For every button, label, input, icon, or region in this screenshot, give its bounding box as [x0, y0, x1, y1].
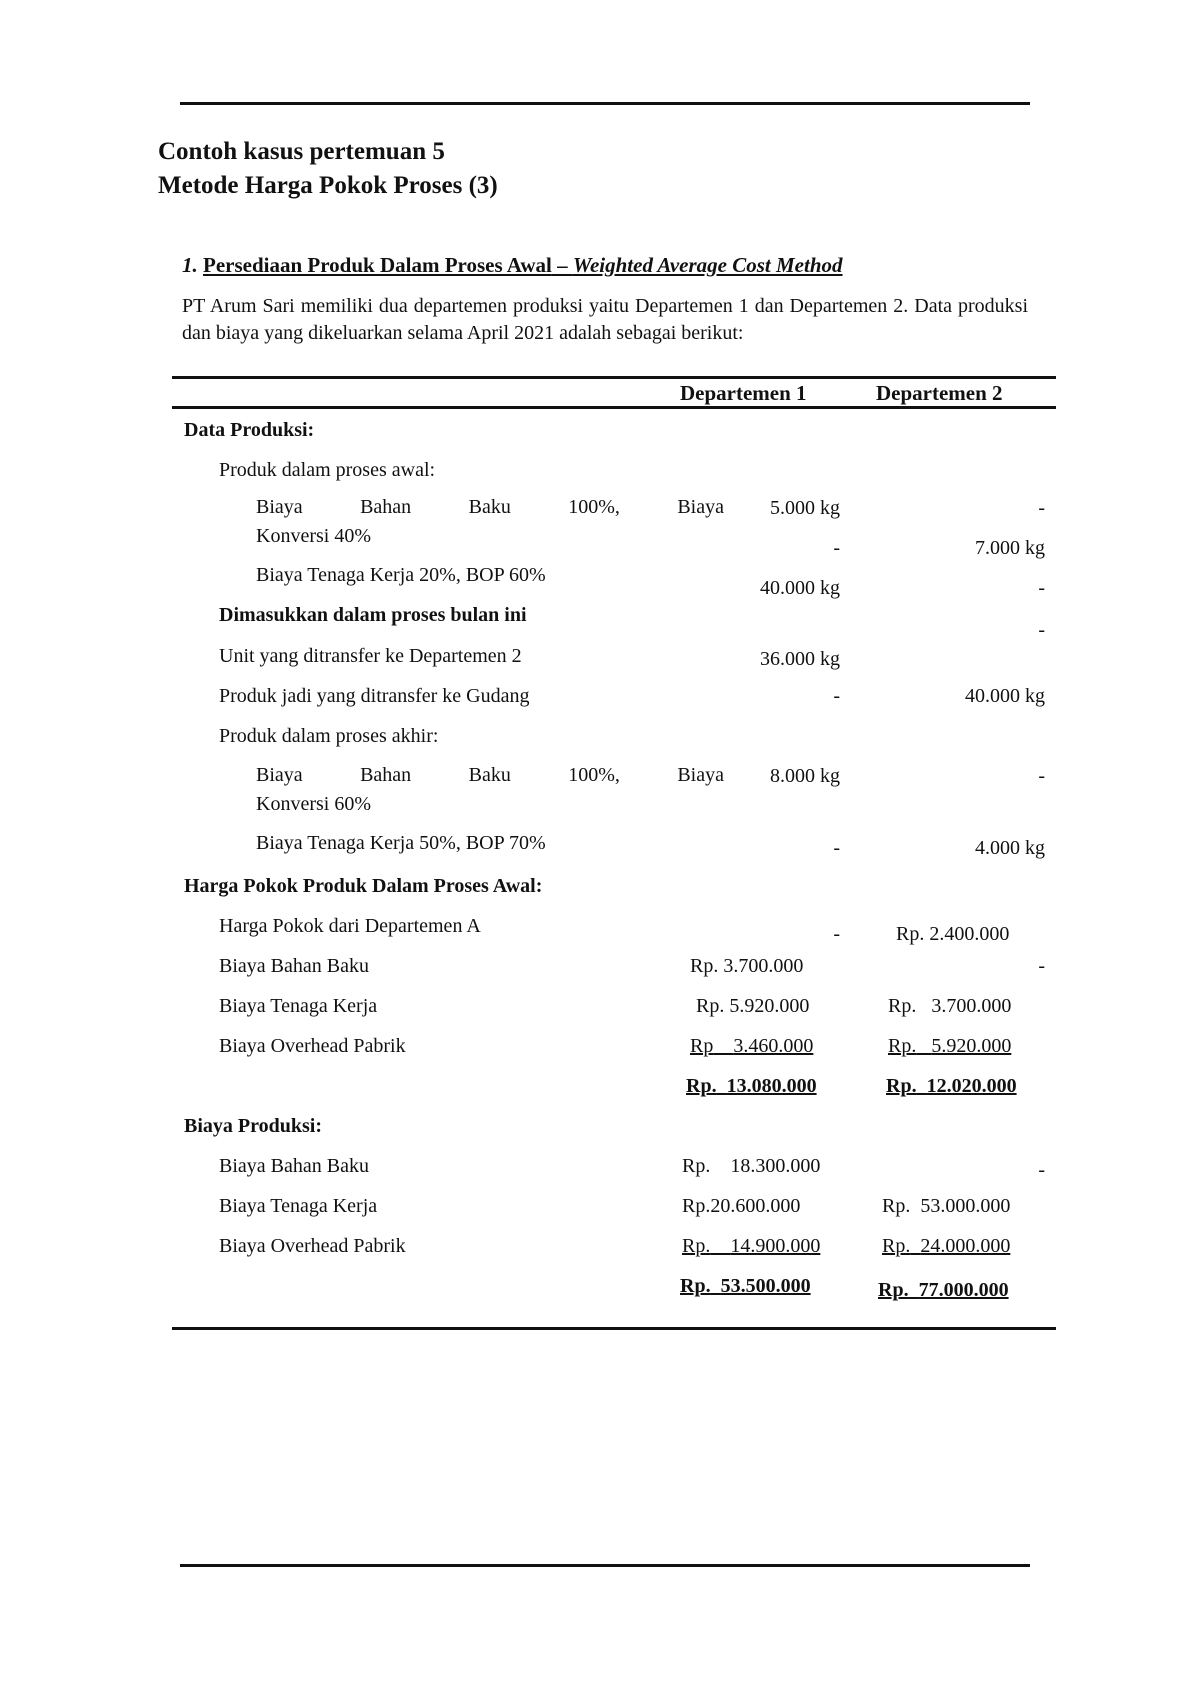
hp-awal-row-dept1: Rp 3.460.000	[690, 1035, 814, 1057]
biaya-row-label: Biaya Bahan Baku	[219, 1155, 369, 1177]
document-subtitle: Metode Harga Pokok Proses (3)	[158, 172, 498, 199]
akhir-row2-dept1: -	[833, 837, 840, 859]
akhir-row1-dept1: 8.000 kg	[770, 765, 840, 787]
section-heading	[182, 253, 843, 278]
biaya-row-dept2: Rp. 53.000.000	[882, 1195, 1011, 1217]
mid-dept2: 7.000 kg	[975, 537, 1045, 559]
table-top-rule	[172, 376, 1056, 379]
column-header-dept2: Departemen 2	[876, 381, 1003, 405]
awal-label: Produk dalam proses awal:	[219, 459, 436, 481]
awal-row2-dept1: 40.000 kg	[760, 577, 840, 599]
table-header-rule	[172, 406, 1056, 409]
akhir-row1-dept2: -	[1038, 765, 1045, 787]
hp-awal-row-dept1: Rp. 3.700.000	[690, 955, 804, 977]
hp-awal-total-dept2: Rp. 12.020.000	[886, 1075, 1017, 1097]
hp-awal-row-dept1: -	[833, 923, 840, 945]
biaya-total-dept2: Rp. 77.000.000	[878, 1279, 1009, 1301]
mid-dept1: -	[833, 537, 840, 559]
hp-awal-row-label: Harga Pokok dari Departemen A	[219, 915, 481, 937]
awal-row2-dept2: -	[1038, 577, 1045, 599]
biaya-row-label: Biaya Overhead Pabrik	[219, 1235, 406, 1257]
transfer-dept2-dept1: 36.000 kg	[760, 648, 840, 670]
transfer-gudang-label: Produk jadi yang ditransfer ke Gudang	[219, 685, 530, 707]
transfer-gudang-dept2: 40.000 kg	[965, 685, 1045, 707]
hp-awal-row-label: Biaya Bahan Baku	[219, 955, 369, 977]
hp-awal-row-dept1: Rp. 5.920.000	[696, 995, 810, 1017]
transfer-gudang-dept1: -	[833, 685, 840, 707]
awal-row2-label: Biaya Tenaga Kerja 20%, BOP 60%	[256, 564, 546, 586]
biaya-total-dept1: Rp. 53.500.000	[680, 1275, 811, 1297]
data-produksi-heading: Data Produksi:	[184, 419, 315, 441]
hp-awal-row-dept2: Rp. 3.700.000	[888, 995, 1012, 1017]
masuk-label: Dimasukkan dalam proses bulan ini	[219, 604, 527, 626]
hp-awal-row-label: Biaya Tenaga Kerja	[219, 995, 378, 1017]
awal-row1-dept1: 5.000 kg	[770, 497, 840, 519]
hp-awal-row-dept2: -	[1038, 955, 1045, 977]
masuk-dept2: -	[1038, 619, 1045, 641]
hp-awal-row-dept2: Rp. 2.400.000	[896, 923, 1010, 945]
biaya-row-dept1: Rp. 14.900.000	[682, 1235, 821, 1257]
awal-row1-dept2: -	[1038, 497, 1045, 519]
hp-awal-row-dept2: Rp. 5.920.000	[888, 1035, 1012, 1057]
akhir-row2-label: Biaya Tenaga Kerja 50%, BOP 70%	[256, 832, 546, 854]
header-rule	[180, 102, 1030, 105]
footer-rule	[180, 1564, 1030, 1567]
biaya-row-dept1: Rp. 18.300.000	[682, 1155, 821, 1177]
akhir-row2-dept2: 4.000 kg	[975, 837, 1045, 859]
awal-row1-label: Biaya Bahan Baku 100%, Biaya	[256, 496, 724, 518]
hp-awal-row-label: Biaya Overhead Pabrik	[219, 1035, 406, 1057]
table-bottom-rule	[172, 1327, 1056, 1330]
section-title: Persediaan Produk Dalam Proses Awal – Weighted Average Cost Method	[203, 253, 843, 277]
hp-awal-heading: Harga Pokok Produk Dalam Proses Awal:	[184, 875, 543, 897]
akhir-row1-label-cont: Konversi 60%	[256, 793, 371, 815]
intro-paragraph: PT Arum Sari memiliki dua departemen produksi yaitu Departemen 1 dan Departemen 2. Data produksi dan biaya yang dikeluarkan selama April 2021 adalah sebagai berikut:	[182, 295, 1028, 344]
biaya-row-dept2: -	[1038, 1159, 1045, 1181]
biaya-row-label: Biaya Tenaga Kerja	[219, 1195, 378, 1217]
section-number: 1.	[182, 253, 198, 277]
biaya-produksi-heading: Biaya Produksi:	[184, 1115, 322, 1137]
column-header-dept1: Departemen 1	[680, 381, 807, 405]
akhir-label: Produk dalam proses akhir:	[219, 725, 439, 747]
awal-row1-label-cont: Konversi 40%	[256, 525, 371, 547]
biaya-row-dept2: Rp. 24.000.000	[882, 1235, 1011, 1257]
akhir-row1-label: Biaya Bahan Baku 100%, Biaya	[256, 764, 724, 786]
transfer-dept2-label: Unit yang ditransfer ke Departemen 2	[219, 645, 522, 667]
hp-awal-total-dept1: Rp. 13.080.000	[686, 1075, 817, 1097]
biaya-row-dept1: Rp.20.600.000	[682, 1195, 801, 1217]
document-title: Contoh kasus pertemuan 5	[158, 138, 445, 165]
